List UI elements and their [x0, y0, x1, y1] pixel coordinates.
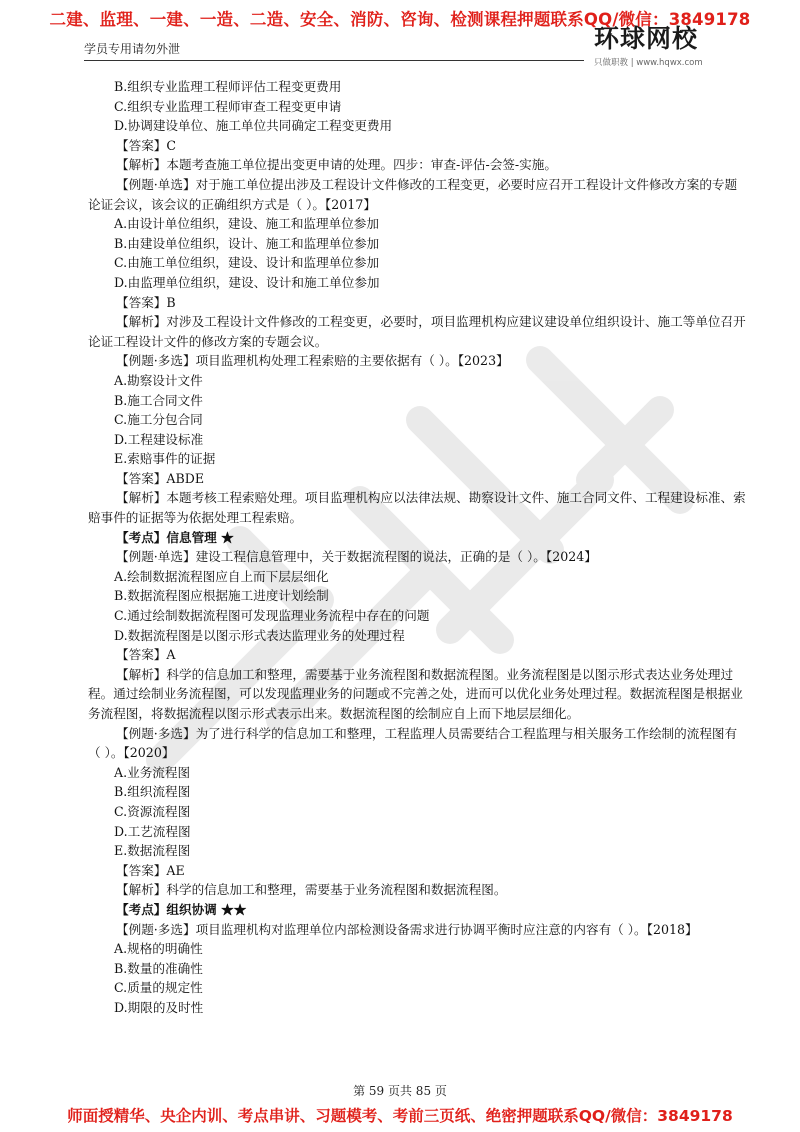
option-line: B.数据流程图应根据施工进度计划绘制: [114, 588, 329, 604]
header-divider: [84, 60, 584, 61]
analysis-line: 【解析】本题考查施工单位提出变更申请的处理。四步：审查-评估-会签-实施。: [116, 157, 557, 173]
option-line: A.绘制数据流程图应自上而下层层细化: [114, 568, 329, 584]
option-line: C.质量的规定性: [114, 980, 203, 996]
option-line: E.数据流程图: [114, 843, 191, 859]
option-line: C.通过绘制数据流程图可发现监理业务流程中存在的问题: [114, 608, 430, 624]
option-line: C.由施工单位组织，建设、设计和监理单位参加: [114, 255, 380, 271]
answer-line: 【答案】ABDE: [116, 470, 205, 486]
question-line: 【例题·单选】对于施工单位提出涉及工程设计文件修改的工程变更，必要时应召开工程设计文件修改方案的专题论证会议，该会议的正确组织方式是（ ）。【2017】: [88, 176, 738, 212]
bottom-promo-banner: 师面授精华、央企内训、考点串讲、习题模考、考前三页纸、绝密押题联系QQ/微信：3849178: [67, 1107, 733, 1125]
brand-logo: [594, 24, 734, 74]
analysis-line: 【解析】本题考核工程索赔处理。项目监理机构应以法律法规、勘察设计文件、施工合同文件、工程建设标准、索赔事件的证据等为依据处理工程索赔。: [88, 490, 746, 526]
option-line: D.由监理单位组织，建设、设计和施工单位参加: [114, 274, 380, 290]
question-line: 【例题·多选】为了进行科学的信息加工和整理，工程监理人员需要结合工程监理与相关服务工作绘制的流程图有（ ）。【2020】: [88, 725, 738, 761]
option-line: A.勘察设计文件: [114, 372, 203, 388]
option-line: C.组织专业监理工程师审查工程变更申请: [114, 98, 342, 114]
page-number: 第 59 页共 85 页: [353, 1084, 447, 1098]
option-line: A.业务流程图: [114, 764, 191, 780]
question-line: 【例题·单选】建设工程信息管理中，关于数据流程图的说法，正确的是（ ）。【2024】: [116, 549, 597, 565]
analysis-line: 【解析】科学的信息加工和整理，需要基于业务流程图和数据流程图。: [116, 882, 507, 898]
logo-text: 环球网校: [594, 24, 699, 53]
question-line: 【例题·多选】项目监理机构对监理单位内部检测设备需求进行协调平衡时应注意的内容有（ ）。【2018】: [116, 921, 698, 937]
option-line: D.协调建设单位、施工单位共同确定工程变更费用: [114, 118, 393, 134]
option-line: B.施工合同文件: [114, 392, 203, 408]
option-line: D.工程建设标准: [114, 431, 204, 447]
option-line: E.索赔事件的证据: [114, 451, 216, 467]
question-line: 【例题·多选】项目监理机构处理工程索赔的主要依据有（ ）。【2023】: [116, 353, 509, 369]
topic-heading: 【考点】组织协调 ★★: [116, 901, 247, 917]
option-line: B.由建设单位组织，设计、施工和监理单位参加: [114, 235, 380, 251]
option-line: A.规格的明确性: [114, 941, 203, 957]
option-line: D.工艺流程图: [114, 823, 191, 839]
option-line: B.组织流程图: [114, 784, 191, 800]
option-line: B.组织专业监理工程师评估工程变更费用: [114, 79, 342, 94]
header-note: 学员专用请勿外泄: [84, 42, 181, 56]
page-content: [88, 77, 748, 1018]
analysis-line: 【解析】科学的信息加工和整理，需要基于业务流程图和数据流程图。业务流程图是以图示形式表达业务处理过程。通过绘制业务流程图，可以发现监理业务的问题或不完善之处，进而可以优化业务处理过程。数据流程图是根据业务流程图，将数据流程以图示形式表示出来。数据流程图的绘制应自上而下地层层细化。: [88, 666, 743, 721]
answer-line: 【答案】AE: [116, 862, 185, 878]
top-promo-banner: 二建、监理、一建、一造、二造、安全、消防、咨询、检测课程押题联系QQ/微信：3849178: [49, 10, 751, 29]
option-line: D.数据流程图是以图示形式表达监理业务的处理过程: [114, 627, 405, 643]
option-line: A.由设计单位组织，建设、施工和监理单位参加: [114, 216, 379, 232]
answer-line: 【答案】C: [116, 137, 177, 153]
answer-line: 【答案】B: [116, 294, 176, 310]
option-line: B.数量的准确性: [114, 960, 203, 976]
option-line: C.资源流程图: [114, 803, 191, 819]
analysis-line: 【解析】对涉及工程设计文件修改的工程变更，必要时，项目监理机构应建议建设单位组织设计、施工等单位召开论证工程设计文件的修改方案的专题会议。: [88, 314, 746, 349]
topic-heading: 【考点】信息管理 ★: [116, 529, 234, 545]
option-line: D.期限的及时性: [114, 999, 204, 1015]
answer-line: 【答案】A: [116, 647, 176, 663]
option-line: C.施工分包合同: [114, 412, 203, 428]
logo-tagline: 只做职教 | www.hqwx.com: [594, 58, 703, 68]
